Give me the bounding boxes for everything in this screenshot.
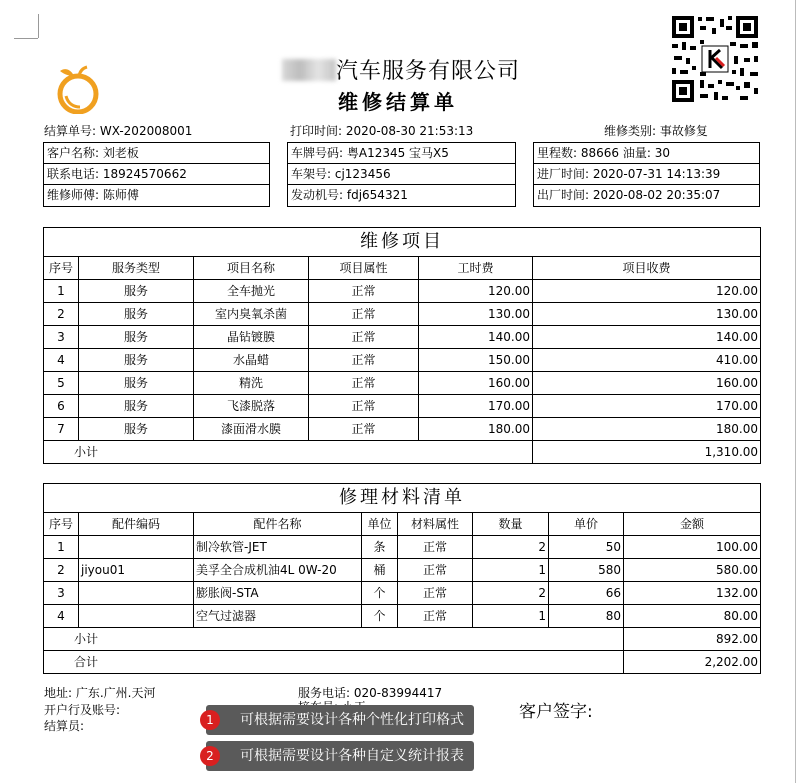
table-cell: 2 xyxy=(44,303,79,326)
column-header: 数量 xyxy=(473,513,549,536)
table-cell: 正常 xyxy=(398,536,473,559)
services-subtotal-row xyxy=(44,441,761,464)
redacted-text xyxy=(282,59,336,81)
services-table xyxy=(43,227,761,464)
column-header: 材料属性 xyxy=(398,513,473,536)
table-row xyxy=(44,372,761,395)
exit-time: 出厂时间: 2020-08-02 20:35:07 xyxy=(537,188,721,202)
table-cell: 150.00 xyxy=(419,349,533,372)
table-cell: 140.00 xyxy=(533,326,761,349)
frame-number: 车架号: cj123456 xyxy=(288,164,515,185)
mechanic: 维修师傅: 陈师傅 xyxy=(47,188,139,202)
table-cell: 服务 xyxy=(79,418,194,441)
table-cell: 膨胀阀-STA xyxy=(194,582,362,605)
table-cell: 170.00 xyxy=(419,395,533,418)
qr-code-icon xyxy=(670,14,760,104)
table-cell: 3 xyxy=(44,582,79,605)
table-cell: 170.00 xyxy=(533,395,761,418)
table-cell: 正常 xyxy=(309,395,419,418)
subtotal-value: 892.00 xyxy=(624,628,761,651)
enter-time: 进厂时间: 2020-07-31 14:13:39 xyxy=(534,164,759,185)
table-cell xyxy=(79,605,194,628)
column-header: 配件编码 xyxy=(79,513,194,536)
table-cell: 室内臭氧杀菌 xyxy=(194,303,309,326)
table-row xyxy=(44,395,761,418)
table-cell: jiyou01 xyxy=(79,559,194,582)
materials-subtotal-row xyxy=(44,628,761,651)
table-cell: 80.00 xyxy=(624,605,761,628)
table-cell: 100.00 xyxy=(624,536,761,559)
subtotal-label: 小计 xyxy=(44,628,624,651)
total-row xyxy=(44,651,761,674)
column-header: 配件名称 xyxy=(194,513,362,536)
materials-table xyxy=(43,483,761,674)
table-row xyxy=(44,605,761,628)
document-title: 维修结算单 xyxy=(338,90,458,114)
address: 地址: 广东.广州.天河 xyxy=(44,686,156,700)
plate-number: 车牌号码: 粤A12345 宝马X5 xyxy=(288,143,515,164)
table-header-row xyxy=(44,513,761,536)
table-cell: 2 xyxy=(44,559,79,582)
table-cell: 66 xyxy=(549,582,624,605)
table-row xyxy=(44,326,761,349)
column-header: 工时费 xyxy=(419,257,533,280)
table-cell: 120.00 xyxy=(419,280,533,303)
column-header: 单位 xyxy=(362,513,398,536)
table-cell: 580.00 xyxy=(624,559,761,582)
column-header: 项目属性 xyxy=(309,257,419,280)
table-cell: 水晶蜡 xyxy=(194,349,309,372)
tip-text: 可根据需要设计各种个性化打印格式 xyxy=(240,712,464,728)
table-cell: 正常 xyxy=(309,349,419,372)
feature-tip-2 xyxy=(206,741,474,771)
table-row xyxy=(44,280,761,303)
settlement-number: 结算单号: WX-202008001 xyxy=(44,124,193,138)
column-header: 项目收费 xyxy=(533,257,761,280)
table-cell: 飞漆脱落 xyxy=(194,395,309,418)
subtotal-value: 1,310.00 xyxy=(533,441,761,464)
table-cell: 4 xyxy=(44,349,79,372)
tip-number-badge: 1 xyxy=(200,710,220,730)
table-cell: 服务 xyxy=(79,372,194,395)
table-cell: 7 xyxy=(44,418,79,441)
table-cell: 160.00 xyxy=(533,372,761,395)
customer-name: 客户名称: 刘老板 xyxy=(44,143,269,164)
table-row xyxy=(44,303,761,326)
vehicle-info-box xyxy=(287,142,516,207)
column-header: 单价 xyxy=(549,513,624,536)
table-cell: 5 xyxy=(44,372,79,395)
company-name: 汽车服务有限公司 xyxy=(282,54,520,85)
table-cell: 130.00 xyxy=(533,303,761,326)
table-cell: 服务 xyxy=(79,349,194,372)
table-cell: 条 xyxy=(362,536,398,559)
services-caption: 维修项目 xyxy=(44,228,761,257)
crop-mark xyxy=(14,38,38,39)
column-header: 序号 xyxy=(44,257,79,280)
table-cell: 服务 xyxy=(79,280,194,303)
table-cell: 全车抛光 xyxy=(194,280,309,303)
table-cell xyxy=(79,582,194,605)
table-cell: 服务 xyxy=(79,303,194,326)
table-cell: 正常 xyxy=(398,605,473,628)
print-time: 打印时间: 2020-08-30 21:53:13 xyxy=(290,124,474,138)
table-cell xyxy=(79,536,194,559)
table-cell: 精洗 xyxy=(194,372,309,395)
table-cell: 580 xyxy=(549,559,624,582)
table-cell: 4 xyxy=(44,605,79,628)
table-cell: 132.00 xyxy=(624,582,761,605)
customer-phone: 联系电话: 18924570662 xyxy=(44,164,269,185)
engine-number: 发动机号: fdj654321 xyxy=(291,188,408,202)
table-cell: 正常 xyxy=(309,303,419,326)
materials-caption: 修理材料清单 xyxy=(44,484,761,513)
column-header: 项目名称 xyxy=(194,257,309,280)
table-cell: 美孚全合成机油4L 0W-20 xyxy=(194,559,362,582)
table-cell: 6 xyxy=(44,395,79,418)
table-cell: 120.00 xyxy=(533,280,761,303)
table-cell: 正常 xyxy=(309,280,419,303)
crop-mark xyxy=(38,14,39,38)
table-cell: 晶钻镀膜 xyxy=(194,326,309,349)
table-cell: 服务 xyxy=(79,395,194,418)
bank-account: 开户行及账号: xyxy=(44,703,121,717)
service-phone: 服务电话: 020-83994417 xyxy=(298,686,443,700)
table-cell: 正常 xyxy=(309,326,419,349)
tip-text: 可根据需要设计各种自定义统计报表 xyxy=(240,748,464,764)
settler: 结算员: xyxy=(44,719,85,733)
tip-number-badge: 2 xyxy=(200,746,220,766)
table-cell: 80 xyxy=(549,605,624,628)
table-cell: 个 xyxy=(362,582,398,605)
column-header: 序号 xyxy=(44,513,79,536)
table-row xyxy=(44,536,761,559)
status-info-box xyxy=(533,142,760,207)
table-cell: 160.00 xyxy=(419,372,533,395)
table-row xyxy=(44,418,761,441)
table-cell: 140.00 xyxy=(419,326,533,349)
subtotal-label: 小计 xyxy=(44,441,533,464)
table-cell: 1 xyxy=(44,280,79,303)
table-cell: 服务 xyxy=(79,326,194,349)
table-cell: 50 xyxy=(549,536,624,559)
table-cell: 1 xyxy=(473,559,549,582)
table-cell: 180.00 xyxy=(419,418,533,441)
column-header: 服务类型 xyxy=(79,257,194,280)
table-cell: 410.00 xyxy=(533,349,761,372)
table-cell: 漆面滑水膜 xyxy=(194,418,309,441)
customer-info-box xyxy=(43,142,270,207)
table-cell: 正常 xyxy=(309,372,419,395)
total-value: 2,202.00 xyxy=(624,651,761,674)
table-header-row xyxy=(44,257,761,280)
column-header: 金额 xyxy=(624,513,761,536)
table-cell: 个 xyxy=(362,605,398,628)
table-cell: 2 xyxy=(473,582,549,605)
table-cell: 正常 xyxy=(398,559,473,582)
table-cell: 正常 xyxy=(309,418,419,441)
repair-type: 维修类别: 事故修复 xyxy=(604,124,708,138)
orange-logo-icon xyxy=(52,62,104,114)
table-cell: 2 xyxy=(473,536,549,559)
table-cell: 正常 xyxy=(398,582,473,605)
table-cell: 桶 xyxy=(362,559,398,582)
table-cell: 空气过滤器 xyxy=(194,605,362,628)
feature-tip-1 xyxy=(206,705,474,735)
total-label: 合计 xyxy=(44,651,624,674)
table-row xyxy=(44,582,761,605)
table-row xyxy=(44,349,761,372)
customer-signature: 客户签字: xyxy=(519,702,593,722)
table-cell: 1 xyxy=(44,536,79,559)
mileage-fuel: 里程数: 88666 油量: 30 xyxy=(534,143,759,164)
table-cell: 制冷软管-JET xyxy=(194,536,362,559)
table-cell: 130.00 xyxy=(419,303,533,326)
table-cell: 180.00 xyxy=(533,418,761,441)
table-row xyxy=(44,559,761,582)
table-cell: 3 xyxy=(44,326,79,349)
table-cell: 1 xyxy=(473,605,549,628)
